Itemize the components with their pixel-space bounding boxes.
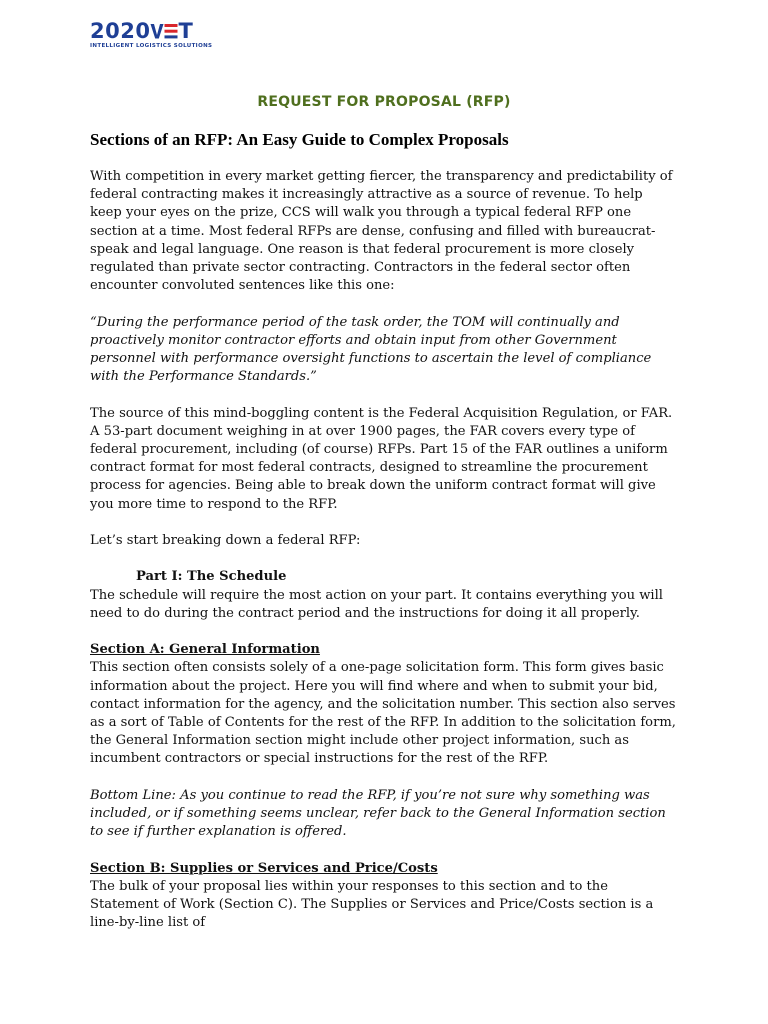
section-a-bottom-line: Bottom Line: As you continue to read the RFP, if you’re not sure why something was included, or if something seems unclear, refer back to the General Information section to see if further explanation is offered. — [90, 787, 666, 840]
section-a-text: This section often consists solely of a one-page solicitation form. This form gives basic information about the project. Here you will find where and when to submit your bid, contact information for the agency, and the solicitation number. This section also serves as a sort of Table of Contents for the rest of the RFP. In addition to the solicitation form, the General Information section might include other project information, such as incumbent contractors or special instructions for the rest of the RFP. — [90, 660, 676, 767]
logo-mark — [90, 20, 210, 42]
logo-mark-letter: T — [178, 19, 194, 43]
part-1-text: The schedule will require the most action on your part. It contains everything you will need to do during the contract period and the instructions for doing it all properly. — [90, 587, 663, 621]
lets-start-paragraph: Let’s start breaking down a federal RFP: — [90, 533, 361, 549]
page-title: Sections of an RFP: An Easy Guide to Complex Proposals — [90, 130, 509, 149]
far-paragraph: The source of this mind-boggling content is the Federal Acquisition Regulation, or FAR. A 53-part document weighing in at over 1900 pages, the FAR covers every type of federal procurement, including (of course) RFPs. Part 15 of the FAR outlines a uniform contract format for most federal contracts, designed to streamline the procurement process for agencies. Being able to break down the uniform contract format will give you more time to respond to the RFP. — [90, 405, 673, 512]
logo-tagline: INTELLIGENT LOGISTICS SOLUTIONS — [90, 43, 213, 49]
company-logo — [90, 19, 213, 52]
section-a-heading: Section A: General Information — [90, 642, 320, 658]
rfp-title: REQUEST FOR PROPOSAL (RFP) — [257, 94, 511, 110]
logo-v-flag-icon — [150, 20, 164, 42]
part-1-heading: Part I: The Schedule — [136, 569, 287, 585]
section-b-text: The bulk of your proposal lies within your responses to this section and to the Statement of Work (Section C). The Supplies or Services and Price/Costs section is a line-by-line list of — [90, 878, 654, 931]
logo-mark-number: 2020 — [90, 19, 151, 43]
section-b-heading: Section B: Supplies or Services and Price/Costs — [90, 860, 438, 876]
intro-paragraph: With competition in every market getting fiercer, the transparency and predictability of federal contracting makes it increasingly attractive as a source of revenue. To help keep your eyes on the prize, CCS will walk you through a typical federal RFP one section at a time. Most federal RFPs are dense, confusing and filled with bureaucrat-speak and legal language. One reason is that federal procurement is more closely regulated than private sector contracting. Contractors in the federal sector often encounter convoluted sentences like this one: — [90, 169, 673, 294]
document-body — [90, 168, 678, 932]
quote-paragraph: “During the performance period of the task order, the TOM will continually and proactively monitor contractor efforts and obtain input from other Government personnel with performance oversight functions to ascertain the level of compliance with the Performance Standards.” — [90, 314, 652, 385]
logo-e-stripes-icon — [164, 20, 178, 42]
